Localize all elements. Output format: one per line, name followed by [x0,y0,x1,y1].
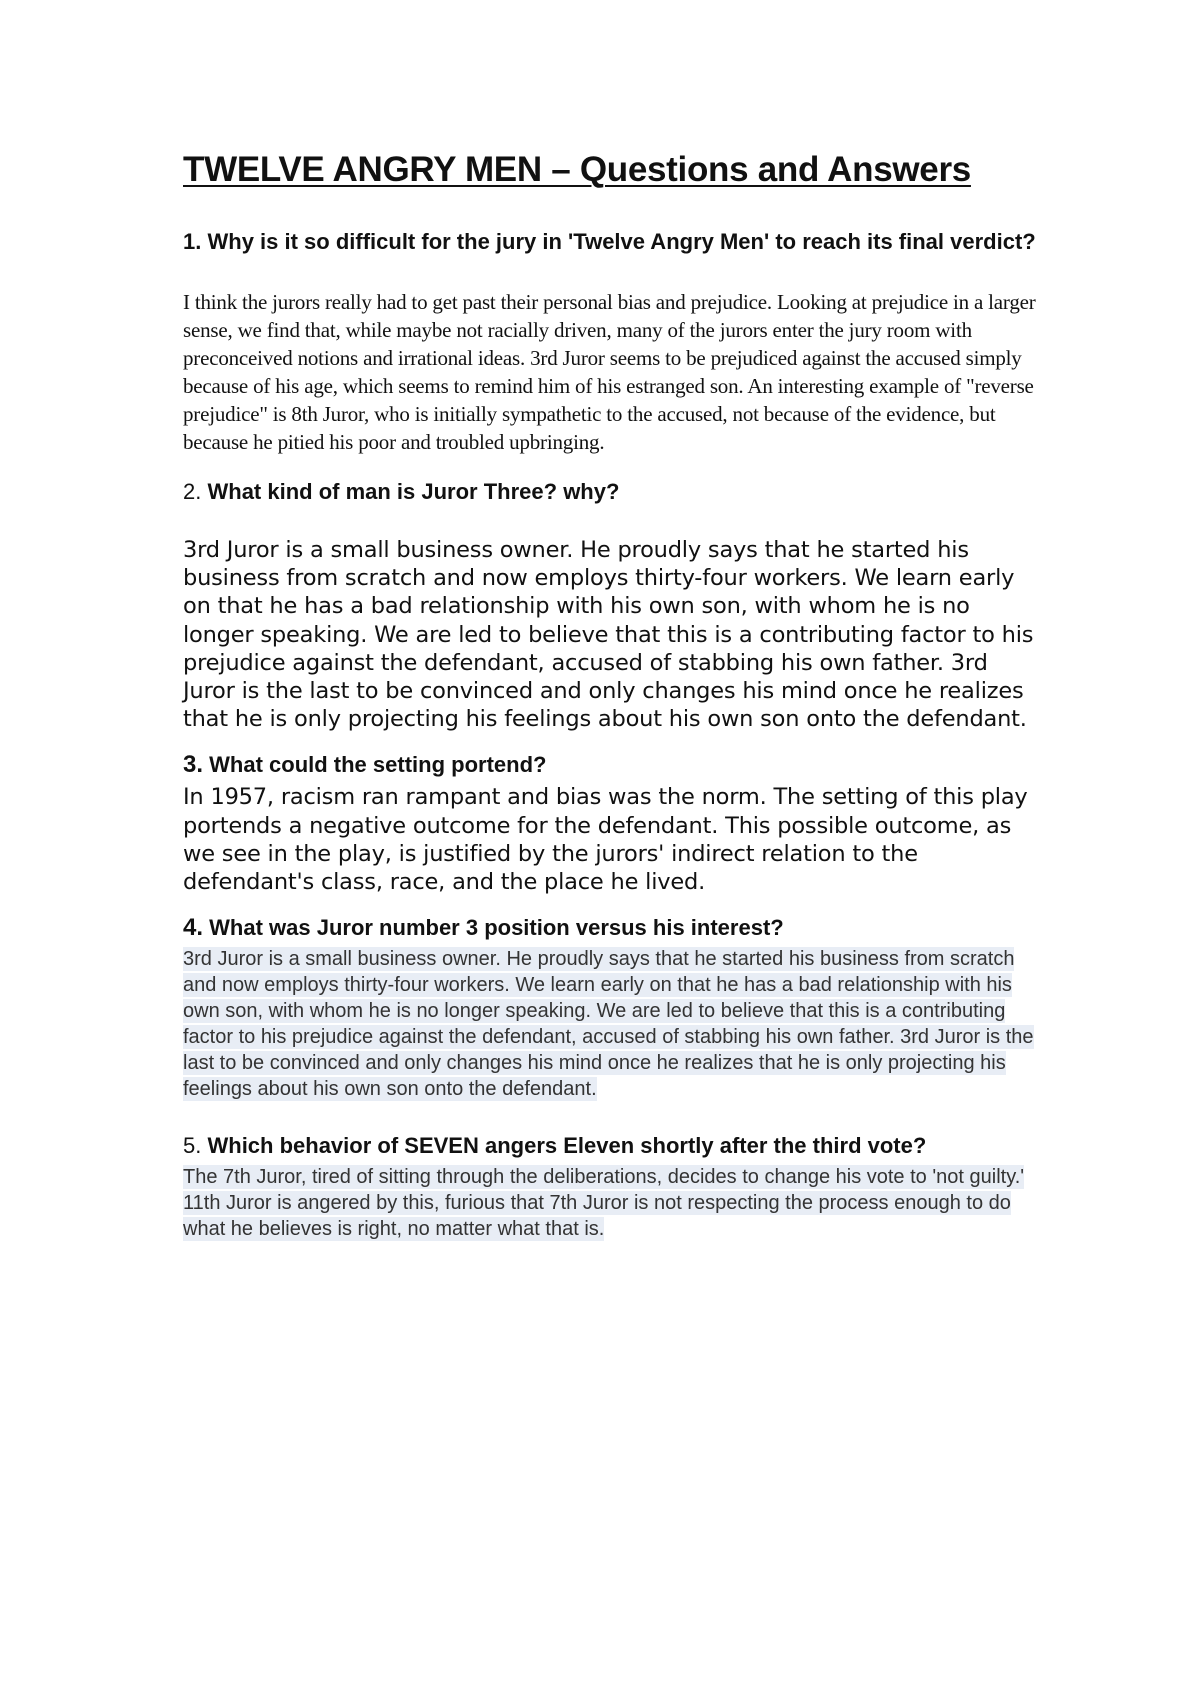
question-4 [183,914,1043,942]
question-5 [183,1132,1043,1160]
question-5-number: 5. [183,1133,202,1159]
answer-2: 3rd Juror is a small business owner. He proudly says that he started his business from scratch and now employs thirty-four workers. We learn early on that he has a bad relationship with his own son, with whom he is no longer speaking. We are led to believe that this is a contributing factor to his prejudice against the defendant, accused of stabbing his own father. 3rd Juror is the last to be convinced and only changes his mind once he realizes that he is only projecting his feelings about his own son onto the defendant. [183,537,1034,733]
answer-4-text: 3rd Juror is a small business owner. He proudly says that he started his business from scratch and now employs thirty-four workers. We learn early on that he has a bad relationship with his own son, with whom he is no longer speaking. We are led to believe that this is a contributing factor to his prejudice against the defendant, accused of stabbing his own father. 3rd Juror is the last to be convinced and only changes his mind once he realizes that he is only projecting his feelings about his own son onto the defendant. [183,948,1034,1101]
question-1-text: Why is it so difficult for the jury in 'Twelve Angry Men' to reach its final verdict? [207,229,1036,254]
qa-item-1 [183,228,1043,456]
question-3 [183,751,1043,779]
question-2-text: What kind of man is Juror Three? why? [207,479,620,504]
question-4-text: What was Juror number 3 position versus his interest? [209,915,784,941]
qa-item-5 [183,1132,1043,1242]
document-page [183,140,1043,1242]
answer-1: I think the jurors really had to get past their personal bias and prejudice. Looking at prejudice in a larger sense, we find that, while maybe not racially driven, many of the jurors enter the jury room with preconceived notions and irrational ideas. 3rd Juror seems to be prejudiced against the accused simply because of his age, which seems to remind him of his estranged son. An interesting example of "reverse prejudice" is 8th Juror, who is initially sympathetic to the accused, not because of the evidence, but because he pitied his poor and troubled upbringing. [183,290,1036,454]
question-1 [183,228,1043,256]
answer-5-text: The 7th Juror, tired of sitting through the deliberations, decides to change his vote to 'not guilty.' 11th Juror is angered by this, furious that 7th Juror is not respecting the process enough to do what he believes is right, no matter what that is. [183,1166,1025,1241]
question-2-number: 2. [183,479,202,504]
answer-3: In 1957, racism ran rampant and bias was the norm. The setting of this play portends a negative outcome for the defendant. This possible outcome, as we see in the play, is justified by the jurors' indirect relation to the defendant's class, race, and the place he lived. [183,784,1028,896]
question-1-number: 1. [183,229,202,254]
answer-5 [183,1164,1043,1242]
question-4-number: 4. [183,914,204,942]
qa-item-3 [183,751,1043,896]
document-title: TWELVE ANGRY MEN – Questions and Answers [183,150,971,189]
qa-item-2 [183,478,1043,733]
qa-item-4 [183,914,1043,1102]
question-3-text: What could the setting portend? [209,752,547,778]
answer-4 [183,946,1043,1102]
question-2 [183,478,1043,506]
question-3-number: 3. [183,751,204,779]
question-5-text: Which behavior of SEVEN angers Eleven shortly after the third vote? [207,1133,927,1159]
